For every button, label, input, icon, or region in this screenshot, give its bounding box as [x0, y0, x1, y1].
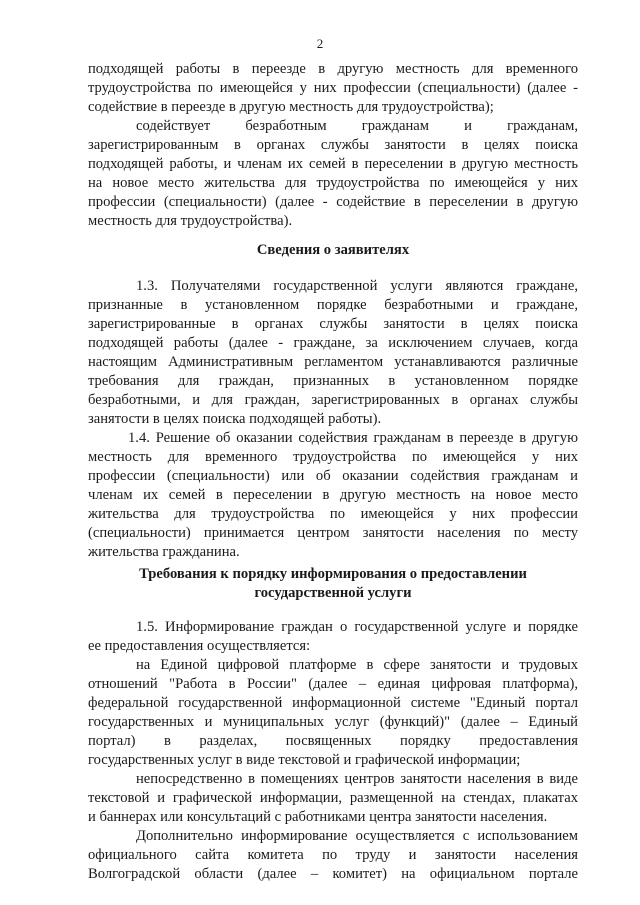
text-line: признанные в установленном порядке безработными и граждане, — [88, 297, 578, 313]
text-line: членам их семей в переселении в другую местность на новое место — [88, 487, 578, 503]
text-line: на новое место жительства для трудоустройства по имеющейся у них — [88, 175, 578, 191]
text-line: (специальности) принимается центром занятости населения по месту — [88, 525, 578, 541]
text-line: на Единой цифровой платформе в сфере занятости и трудовых — [136, 657, 578, 673]
page-number: 2 — [316, 36, 324, 51]
text-line: подходящей работы (далее - граждане, за исключением случаев, когда — [88, 335, 578, 351]
text-line: портал) в разделах, посвященных порядку предоставления — [88, 733, 578, 749]
text-line: и баннерах или консультаций с работниками центра занятости населения. — [88, 809, 548, 825]
text-line: зарегистрированным в органах службы занятости в целях поиска — [88, 137, 578, 153]
text-line: 1.5. Информирование граждан о государственной услуге и порядке — [136, 619, 578, 635]
text-line: жительства гражданина. — [88, 544, 240, 560]
text-line: профессии (специальности) (далее - содействие в переселении в другую — [88, 194, 578, 210]
text-line: 1.3. Получателями государственной услуги являются граждане, — [136, 278, 578, 294]
text-line: государственных услуг в виде текстовой и графической информации; — [88, 752, 521, 768]
text-line: жительства для трудоустройства по имеющейся у них профессии — [88, 506, 578, 522]
text-line: содействует безработным гражданам и гражданам, — [136, 118, 578, 134]
text-line: зарегистрированные в органах службы занятости в целях поиска — [88, 316, 578, 332]
text-line: местность для трудоустройства). — [88, 213, 293, 229]
text-line: Волгоградской области (далее – комитет) на официальном портале — [88, 866, 578, 882]
text-line: настоящим Административным регламентом устанавливаются различные — [88, 354, 578, 370]
text-line: местность для временного трудоустройства по имеющейся у них — [88, 449, 578, 465]
text-line: требования для граждан, признанных в установленном порядке — [88, 373, 578, 389]
text-line: отношений "Работа в России" (далее – единая цифровая платформа), — [88, 676, 578, 692]
text-line: подходящей работы в переезде в другую местность для временного — [88, 61, 578, 77]
text-line: государственных и муниципальных услуг (функций)" (далее – Единый — [88, 714, 578, 730]
text-line: занятости в целях поиска подходящей работы). — [88, 411, 382, 427]
text-line: содействие в переезде в другую местность для трудоустройства); — [88, 99, 494, 115]
text-line: профессии (специальности) или об оказании содействия гражданам и — [88, 468, 578, 484]
section-heading: Требования к порядку информирования о предоставлении — [139, 566, 527, 582]
section-heading: Сведения о заявителях — [256, 242, 410, 258]
text-line: подходящей работы, и членам их семей в переселении в другую местность — [88, 156, 578, 172]
text-line: 1.4. Решение об оказании содействия гражданам в переезде в другую — [128, 430, 578, 446]
text-line: ее предоставления осуществляется: — [88, 638, 311, 654]
text-line: федеральной государственной информационной системе "Единый портал — [88, 695, 578, 711]
text-line: трудоустройства по имеющейся у них профессии (специальности) (далее - — [88, 80, 578, 96]
text-line: непосредственно в помещениях центров занятости населения в виде — [136, 771, 578, 787]
text-line: официального сайта комитета по труду и занятости населения — [88, 847, 578, 863]
section-heading: государственной услуги — [254, 585, 412, 601]
text-line: текстовой и графической информации, размещенной на стендах, плакатах — [88, 790, 578, 806]
text-line: безработными, и для граждан, зарегистрированных в органах службы — [88, 392, 578, 408]
text-line: Дополнительно информирование осуществляется с использованием — [136, 828, 578, 844]
